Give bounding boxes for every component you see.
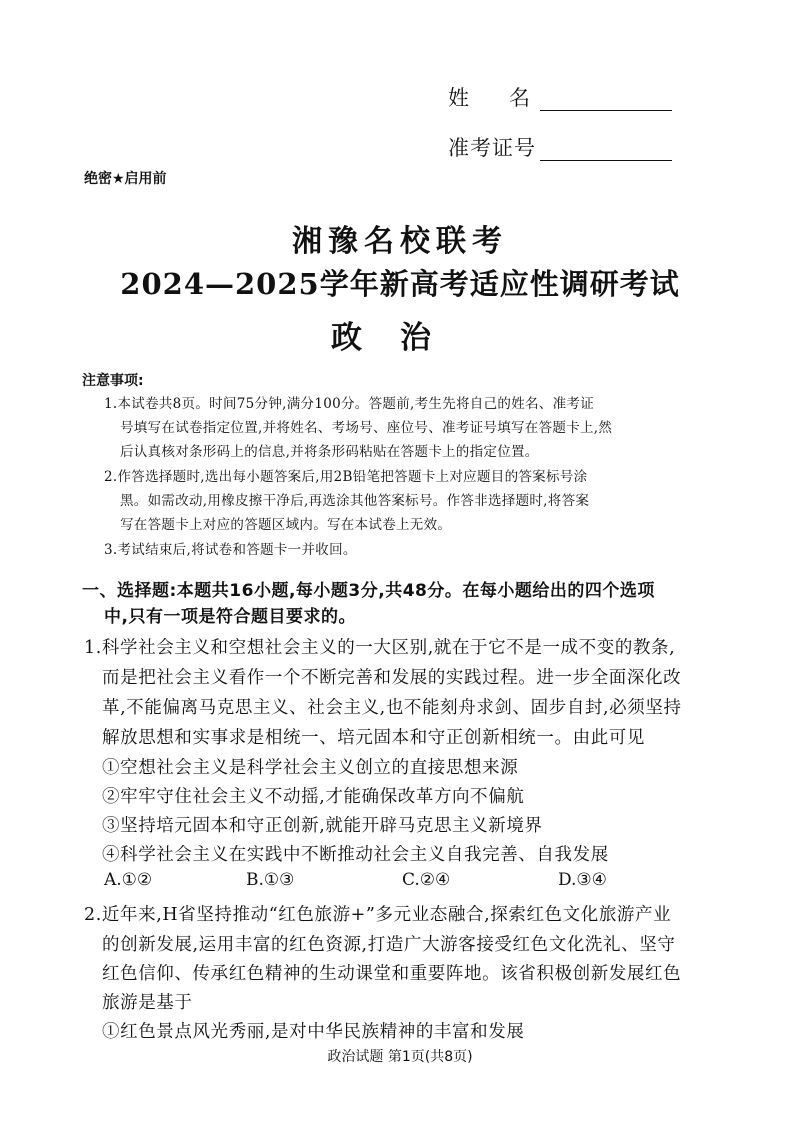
question-1-text: 解放思想和实事求是相统一、培元固本和守正创新相统一。由此可见: [102, 728, 645, 748]
question-1-option-d: D.③④: [558, 870, 607, 890]
question-1-option-a: A.①②: [104, 870, 153, 890]
subject-title: 政治: [331, 320, 469, 356]
question-2-text: 红色信仰、传承红色精神的生动课堂和重要阵地。该省积极创新发展红色: [102, 964, 682, 984]
notice-line: 后认真核对条形码上的信息,并将条形码粘贴在答题卡上的指定位置。: [120, 444, 539, 460]
secret-mark: 绝密★启用前: [84, 171, 167, 187]
notice-line: 黑。如需改动,用橡皮擦干净后,再选涂其他答案标号。作答非选择题时,将答案: [120, 493, 590, 509]
notice-line: 1.本试卷共8页。时间75分钟,满分100分。答题前,考生先将自己的姓名、准考证: [104, 396, 594, 412]
question-2-text: 的创新发展,运用丰富的红色资源,打造广大游客接受红色文化洗礼、坚守: [102, 935, 676, 955]
exam-id-label: 准考证号: [448, 136, 536, 160]
question-1-text: 1.科学社会主义和空想社会主义的一大区别,就在于它不是一成不变的教条,: [84, 638, 676, 658]
question-1-item: ③坚持培元固本和守正创新,就能开辟马克思主义新境界: [102, 816, 543, 836]
question-1-text: 而是把社会主义看作一个不断完善和发展的实践过程。进一步全面深化改: [102, 668, 682, 688]
page-footer: 政治试题 第1页(共8页): [327, 1049, 473, 1065]
notice-heading: 注意事项:: [82, 373, 144, 389]
section-heading-cont: 中,只有一项是符合题目要求的。: [104, 607, 356, 627]
exam-title: 湘豫名校联考: [292, 224, 508, 259]
question-2-text: 2.近年来,H省坚持推动“红色旅游+”多元业态融合,探索红色文化旅游产业: [84, 905, 672, 925]
exam-subtitle: 2024—2025学年新高考适应性调研考试: [120, 267, 680, 301]
section-heading: 一、选择题:本题共16小题,每小题3分,共48分。在每小题给出的四个选项: [82, 581, 655, 601]
question-2-item: ①红色景点风光秀丽,是对中华民族精神的丰富和发展: [102, 1022, 525, 1042]
notice-line: 3.考试结束后,将试卷和答题卡一并收回。: [104, 542, 357, 558]
name-label: 姓 名: [448, 86, 530, 110]
question-1-text: 革,不能偏离马克思主义、社会主义,也不能刻舟求剑、固步自封,必须坚持: [102, 698, 682, 718]
question-1-item: ②牢牢守住社会主义不动摇,才能确保改革方向不偏航: [102, 787, 525, 807]
exam-id-field[interactable]: [540, 136, 672, 161]
notice-line: 写在答题卡上对应的答题区域内。写在本试卷上无效。: [120, 517, 452, 533]
question-1-option-c: C.②④: [402, 870, 451, 890]
question-2-text: 旅游是基于: [102, 993, 193, 1013]
question-1-option-b: B.①③: [246, 870, 295, 890]
question-1-item: ①空想社会主义是科学社会主义创立的直接思想来源: [102, 758, 519, 778]
notice-line: 号填写在试卷指定位置,并将姓名、考场号、座位号、准考证号填写在答题卡上,然: [120, 420, 613, 436]
notice-line: 2.作答选择题时,选出每小题答案后,用2B铅笔把答题卡上对应题目的答案标号涂: [104, 469, 588, 485]
question-1-item: ④科学社会主义在实践中不断推动社会主义自我完善、自我发展: [102, 845, 609, 865]
name-field[interactable]: [540, 86, 672, 111]
